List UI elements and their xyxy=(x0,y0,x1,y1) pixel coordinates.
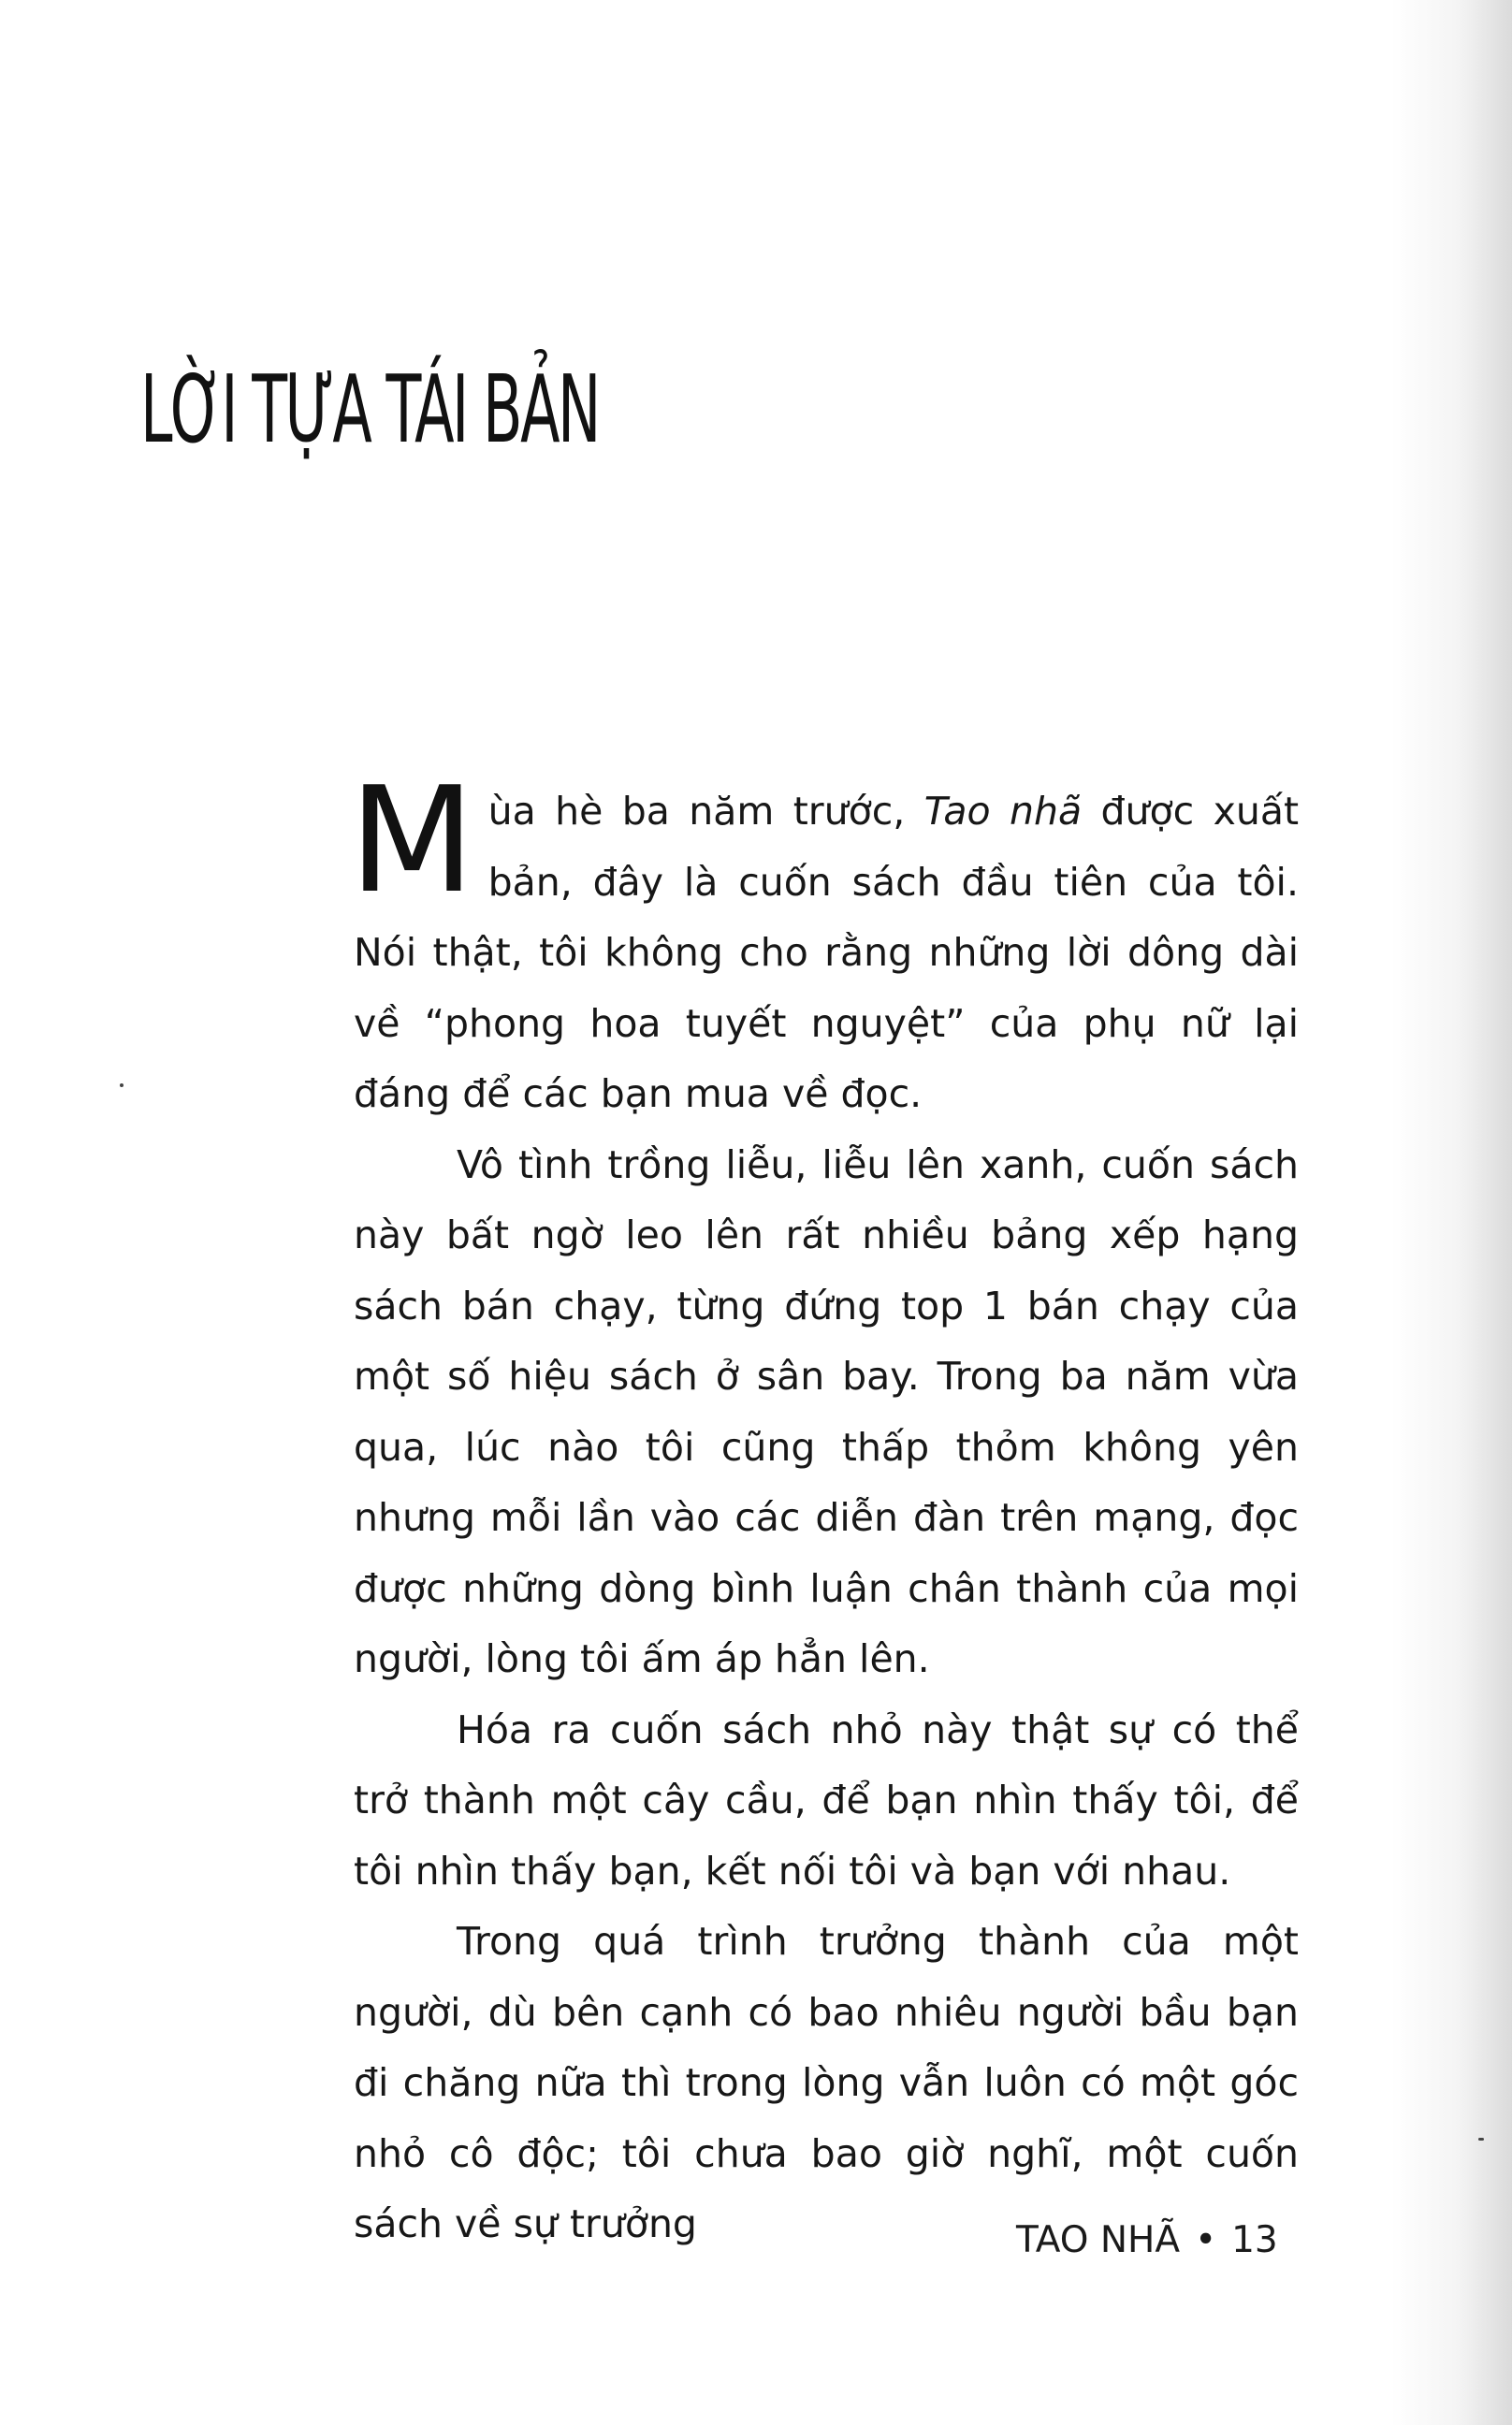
page-edge-shadow xyxy=(1456,0,1512,2425)
paragraph-4: Trong quá trình trưởng thành của một người, dù bên cạnh có bao nhiêu người bầu bạn đi chăng nữa thì trong lòng vẫn luôn có một góc nhỏ cô độc; tôi chưa bao giờ nghĩ, một cuốn sách về sự trưởng xyxy=(354,1919,1299,2246)
paragraph-1 xyxy=(349,755,1300,1130)
paper-speck xyxy=(120,1083,124,1087)
page-number: 13 xyxy=(1231,2219,1278,2261)
paragraph-2: Vô tình trồng liễu, liễu lên xanh, cuốn sách này bất ngờ leo lên rất nhiều bảng xếp hạng sách bán chạy, từng đứng top 1 bán chạy của một số hiệu sách ở sân bay. Trong ba năm vừa qua, lúc nào tôi cũng thấp thỏm không yên nhưng mỗi lần vào các diễn đàn trên mạng, đọc được những dòng bình luận chân thành của mọi người, lòng tôi ấm áp hẳn lên. xyxy=(354,1141,1299,1681)
paper-speck xyxy=(1478,2138,1484,2141)
page-footer xyxy=(1016,2217,1278,2264)
footer-separator: • xyxy=(1195,2219,1217,2261)
chapter-title: LỜI TỰA TÁI BẢN xyxy=(140,355,599,464)
book-title-italic: Tao nhã xyxy=(923,789,1083,834)
running-title: TAO NHÃ xyxy=(1016,2219,1181,2261)
body-text xyxy=(349,755,1300,2260)
paragraph-1-lead: ùa hè ba năm trước, xyxy=(487,789,924,834)
paragraph-3: Hóa ra cuốn sách nhỏ này thật sự có thể trở thành một cây cầu, để bạn nhìn thấy tôi, để tôi nhìn thấy bạn, kết nối tôi và bạn với nhau. xyxy=(354,1706,1299,1894)
drop-cap: M xyxy=(349,755,475,925)
paragraph-1-rest: được xuất bản, đây là cuốn sách đầu tiên của tôi. Nói thật, tôi không cho rằng những lời dông dài về “phong hoa tuyết nguyệt” của phụ nữ lại đáng để các bạn mua về đọc. xyxy=(354,789,1300,1116)
